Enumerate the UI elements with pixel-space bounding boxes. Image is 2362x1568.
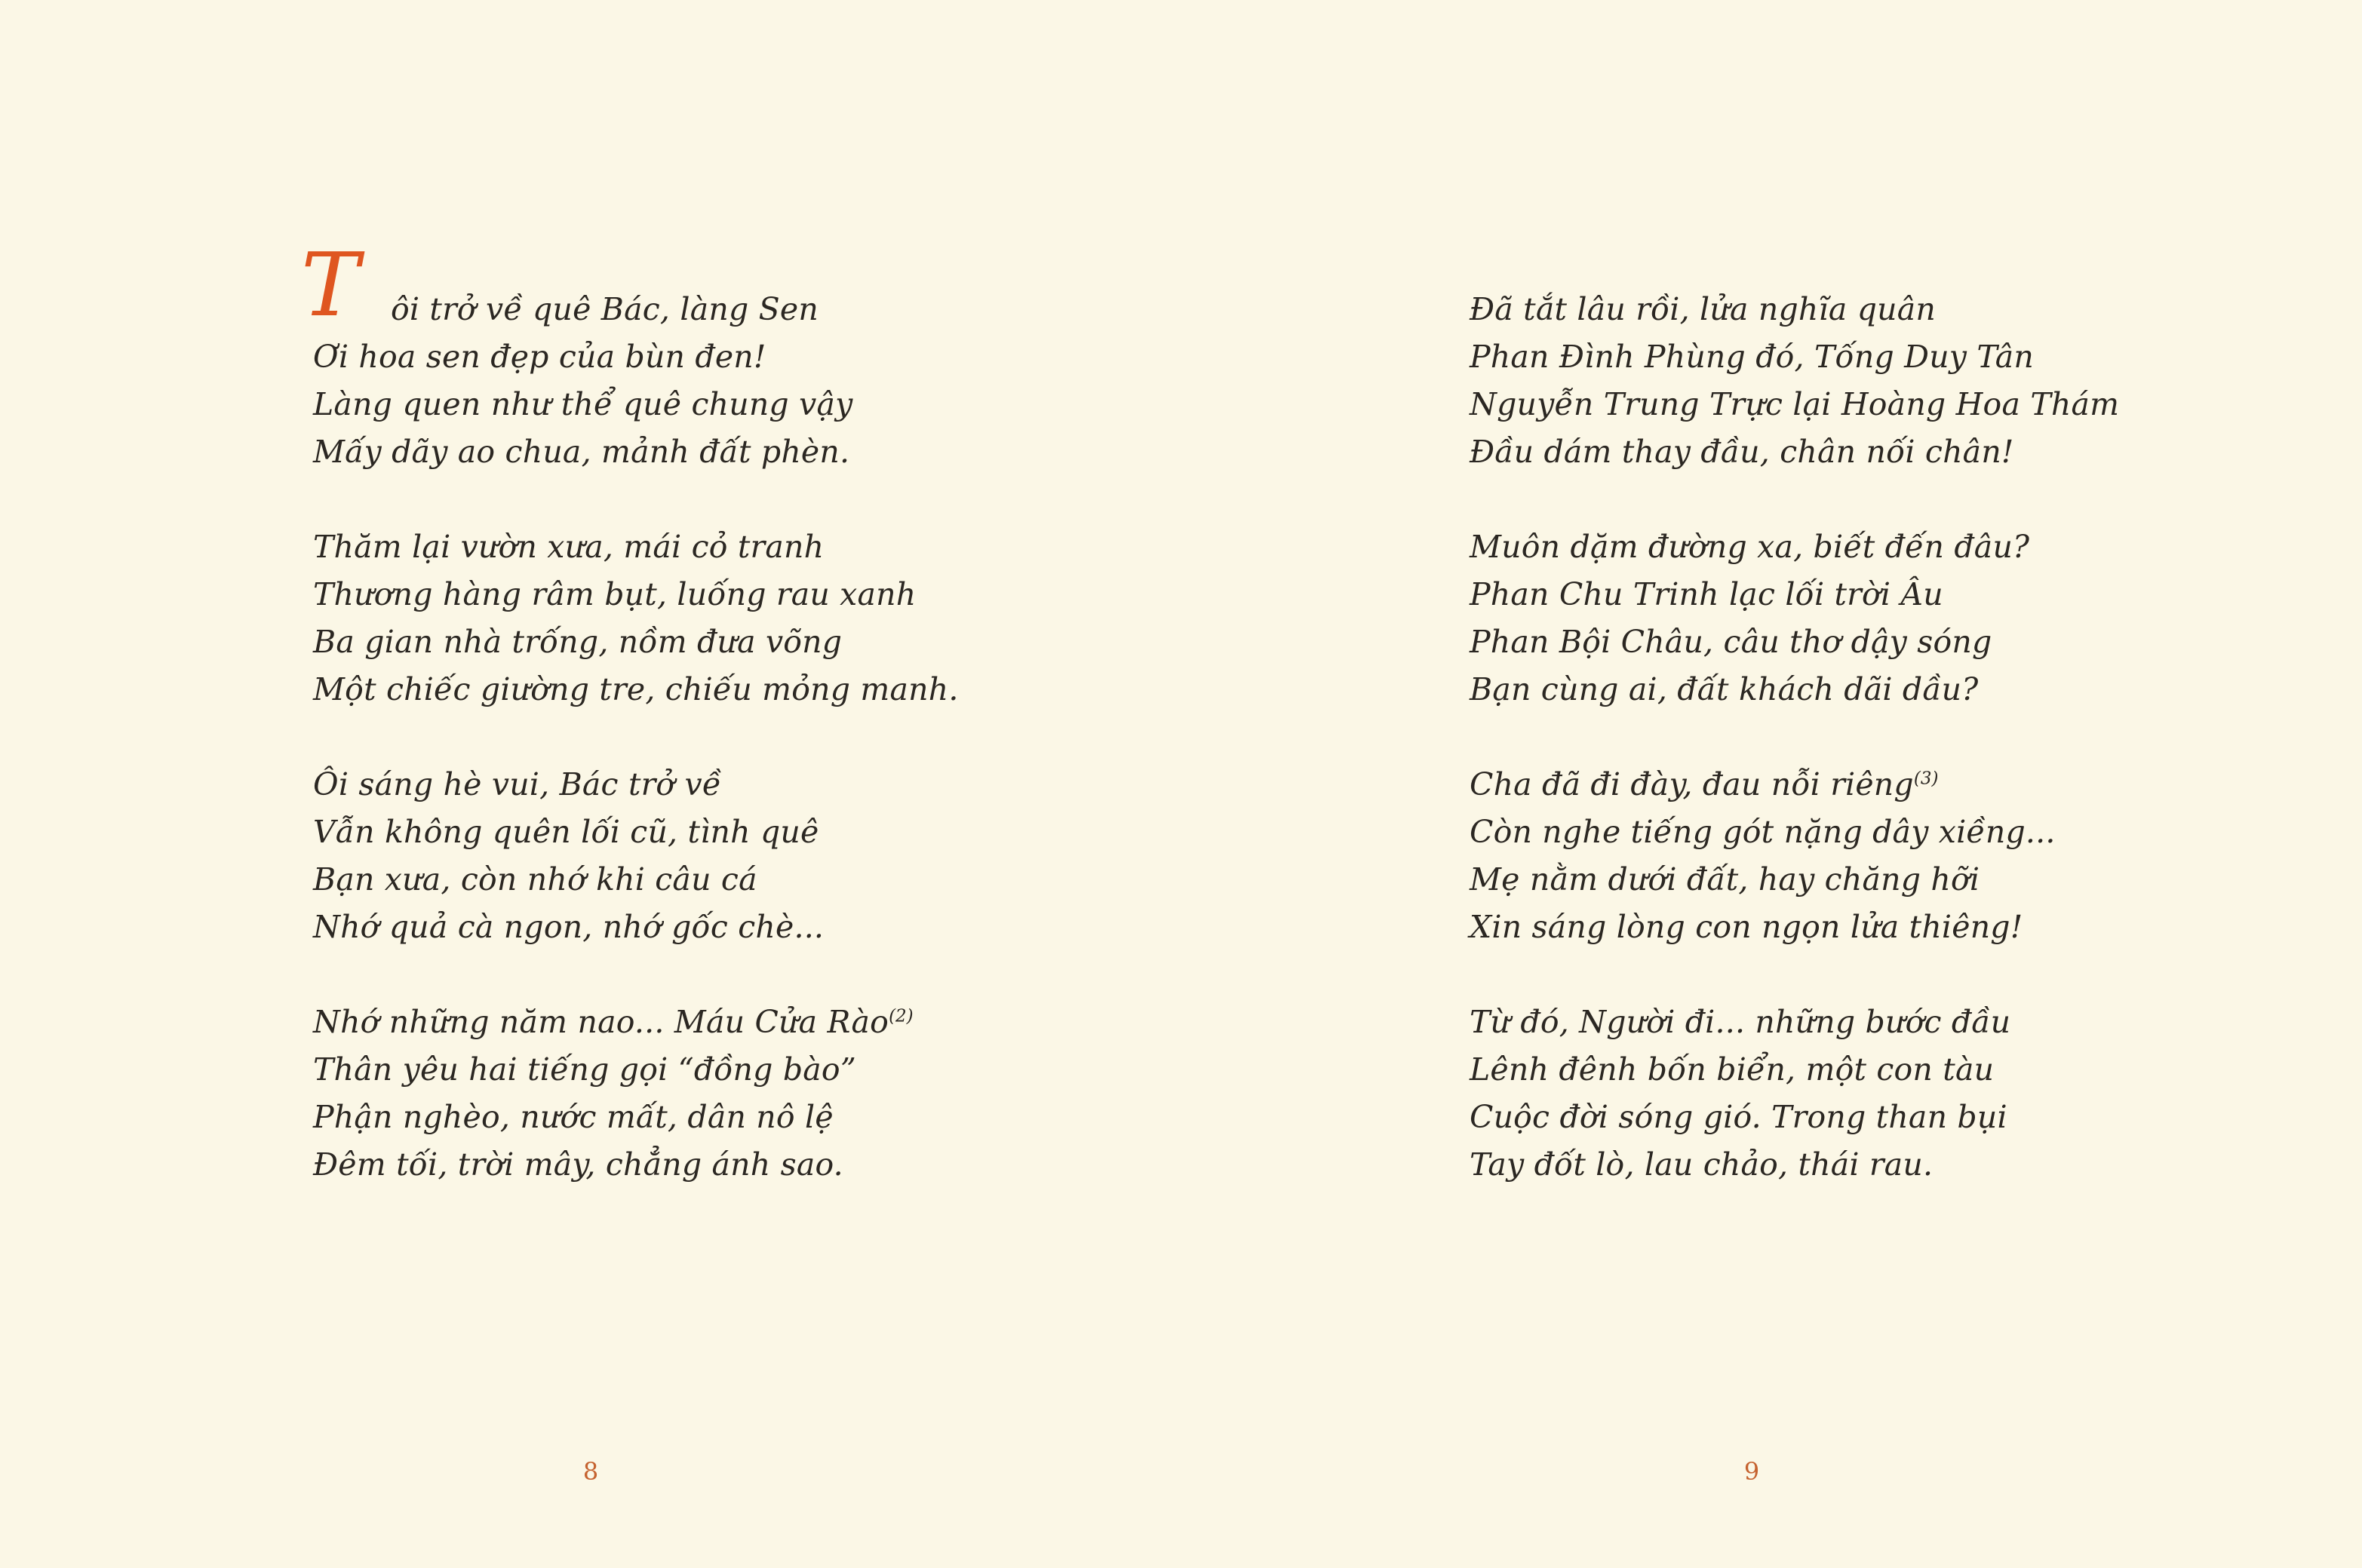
poem-line-text: Phan Bội Châu, câu thơ dậy sóng	[1470, 624, 1992, 660]
poem-line	[301, 235, 901, 336]
stanza	[1470, 999, 2103, 1189]
stanza	[1470, 523, 2103, 713]
left-page-poem-column	[301, 235, 959, 1189]
poem-line-text: Bạn xưa, còn nhớ khi câu cá	[313, 861, 757, 898]
poem-line	[313, 666, 959, 713]
poem-line-text: Phan Chu Trinh lạc lối trời Âu	[1470, 576, 1943, 612]
drop-cap-letter: T	[301, 235, 360, 336]
left-page-number: 8	[582, 1457, 599, 1486]
stanza	[313, 523, 959, 713]
poem-line	[313, 761, 901, 809]
poem-line	[313, 1141, 901, 1189]
poem-line-text: Thân yêu hai tiếng gọi “đồng bào”	[313, 1051, 856, 1088]
poem-line	[313, 381, 901, 428]
poem-line	[1470, 428, 2103, 476]
poem-line-text: Vẫn không quên lối cũ, tình quê	[313, 814, 819, 850]
footnote-reference: (2)	[889, 1006, 914, 1026]
poem-line-text: Lênh đênh bốn biển, một con tàu	[1470, 1051, 1995, 1088]
poem-line	[1470, 666, 2103, 713]
poem-line	[1470, 761, 2103, 809]
poem-line	[1470, 618, 2103, 666]
poem-line	[313, 428, 901, 476]
poem-line	[1470, 381, 2120, 428]
poem-line	[1470, 333, 2103, 381]
poem-line-text: Làng quen như thể quê chung vậy	[313, 386, 853, 422]
poem-line-text: Mấy dãy ao chua, mảnh đất phèn.	[313, 434, 850, 470]
poem-line	[1470, 809, 2103, 856]
poem-line-text: ôi trở về quê Bác, làng Sen	[391, 291, 819, 327]
poem-line-text: Ba gian nhà trống, nồm đưa võng	[313, 624, 843, 660]
poem-line	[313, 571, 917, 618]
poem-line-text: Cha đã đi đày, đau nỗi riêng	[1470, 766, 1914, 802]
poem-line	[1470, 523, 2103, 571]
stanza	[1470, 286, 2120, 476]
right-page-number: 9	[1743, 1457, 1760, 1486]
poem-line-text: Muôn dặm đường xa, biết đến đâu?	[1470, 529, 2030, 565]
poem-line-text: Ôi sáng hè vui, Bác trở về	[313, 766, 722, 802]
poem-line-text: Nhớ quả cà ngon, nhớ gốc chè...	[313, 909, 825, 945]
poem-line-text: Bạn cùng ai, đất khách dãi dầu?	[1470, 671, 1979, 707]
poem-line-text: Nhớ những năm nao... Máu Cửa Rào	[313, 1004, 889, 1040]
poem-line	[313, 999, 914, 1046]
poem-line-text: Một chiếc giường tre, chiếu mỏng manh.	[313, 671, 959, 707]
poem-line-text: Mẹ nằm dưới đất, hay chăng hỡi	[1470, 861, 1980, 898]
stanza	[1470, 761, 2103, 951]
poem-line-text: Ơi hoa sen đẹp của bùn đen!	[313, 339, 766, 375]
poem-line	[1470, 571, 2103, 618]
poem-line	[1470, 286, 2103, 333]
poem-line	[313, 333, 901, 381]
poem-line	[1470, 1046, 2103, 1094]
poem-line-text: Nguyễn Trung Trực lại Hoàng Hoa Thám	[1470, 386, 2120, 422]
stanza	[301, 235, 901, 476]
poem-line-text: Đầu dám thay đầu, chân nối chân!	[1470, 434, 2014, 470]
poem-line-text: Đã tắt lâu rồi, lửa nghĩa quân	[1470, 291, 1936, 327]
footnote-reference: (3)	[1913, 769, 1939, 789]
right-page-poem-column	[1470, 286, 2120, 1189]
poem-line-text: Thăm lại vườn xưa, mái cỏ tranh	[313, 529, 825, 565]
poem-line	[313, 809, 901, 856]
poem-line-text: Còn nghe tiếng gót nặng dây xiềng...	[1470, 814, 2056, 850]
poem-line	[1470, 999, 2103, 1046]
poem-line	[1470, 1094, 2103, 1141]
poem-line	[313, 618, 901, 666]
poem-line-text: Đêm tối, trời mây, chẳng ánh sao.	[313, 1146, 843, 1183]
poem-line-text: Xin sáng lòng con ngọn lửa thiêng!	[1470, 909, 2023, 945]
poem-line	[313, 1094, 901, 1141]
poem-line-text: Tay đốt lò, lau chảo, thái rau.	[1470, 1146, 1934, 1183]
poem-line-text: Cuộc đời sóng gió. Trong than bụi	[1470, 1099, 2007, 1135]
poem-line	[313, 1046, 901, 1094]
stanza	[313, 999, 914, 1189]
poem-line-text: Phận nghèo, nước mất, dân nô lệ	[313, 1099, 834, 1135]
poem-line-text: Từ đó, Người đi... những bước đầu	[1470, 1004, 2011, 1040]
poem-line-text: Thương hàng râm bụt, luống rau xanh	[313, 576, 917, 612]
poem-line	[1470, 904, 2103, 951]
poem-line	[313, 523, 901, 571]
poem-line-text: Phan Đình Phùng đó, Tống Duy Tân	[1470, 339, 2035, 375]
poem-line	[313, 904, 901, 951]
poem-line	[1470, 1141, 2103, 1189]
stanza	[313, 761, 901, 951]
poem-line	[313, 856, 901, 904]
poem-line	[1470, 856, 2103, 904]
